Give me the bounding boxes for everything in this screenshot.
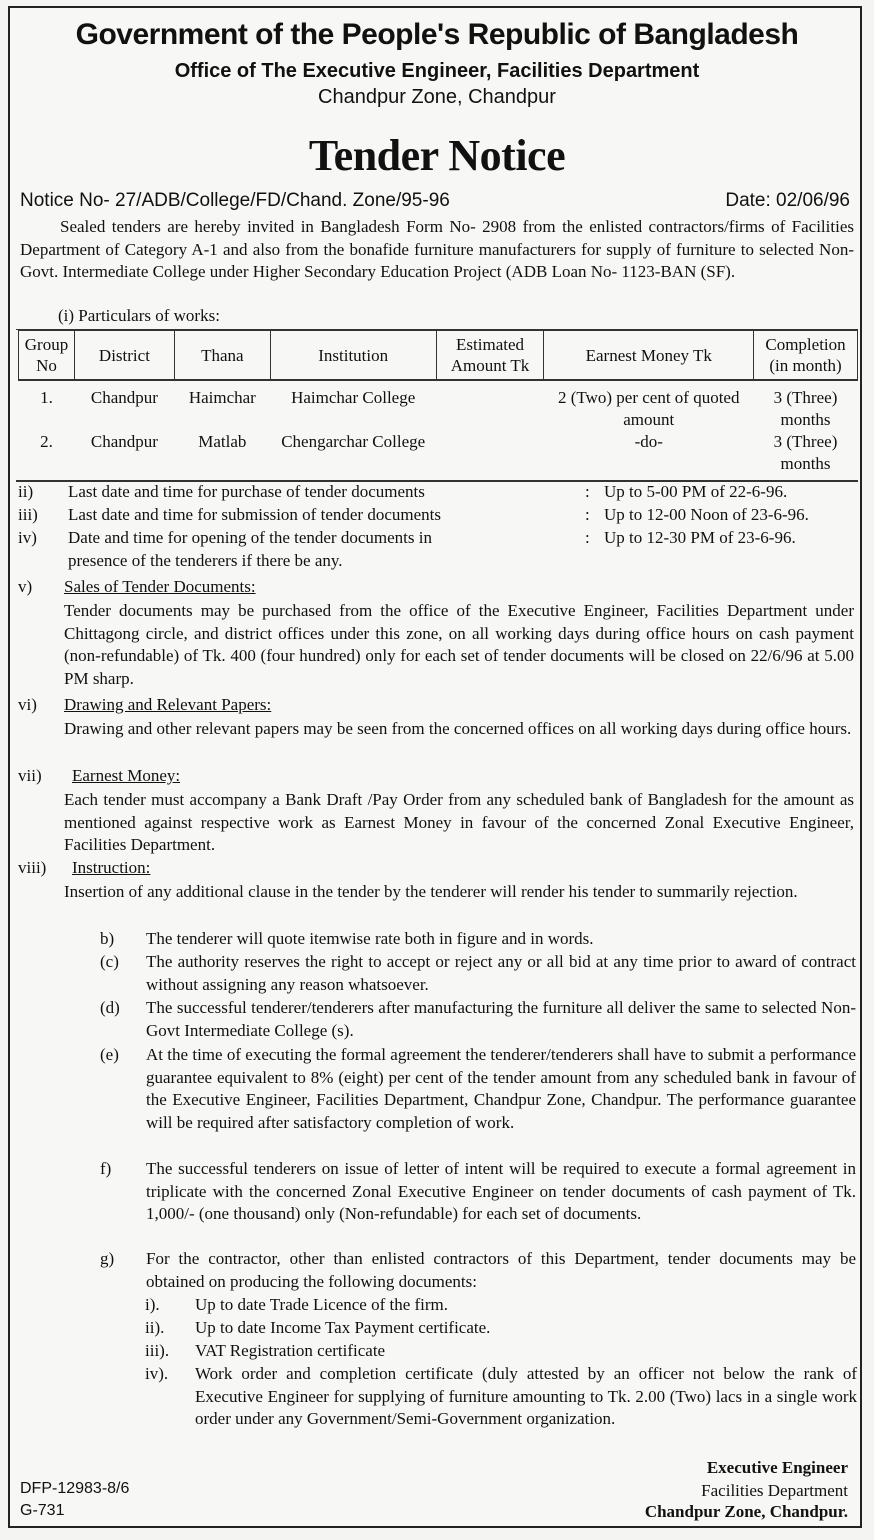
column-header: Group No [19, 331, 75, 381]
date-text: Last date and time for submission of tender documents [68, 505, 441, 524]
table-header-row [19, 331, 858, 381]
item-label: (c) [100, 952, 119, 971]
item-label: i). [145, 1295, 160, 1314]
completion-cell: 3 (Three) months [773, 432, 838, 473]
notice-date: Date: 02/06/96 [725, 190, 850, 211]
earnest-cell: 2 (Two) per cent of quoted amount [557, 388, 740, 429]
section-title: Drawing and Relevant Papers: [64, 695, 272, 714]
thana-cell: Matlab [198, 432, 247, 451]
date-value: Up to 12-30 PM of 23-6-96. [604, 528, 796, 547]
item-label: ii) [18, 482, 34, 501]
estimated-cell [436, 380, 544, 431]
colon: : [585, 482, 590, 501]
signature-title: Executive Engineer [706, 1458, 848, 1477]
estimated-cell [436, 431, 544, 475]
colon: : [585, 528, 590, 547]
document-item [145, 1363, 857, 1431]
table-row [19, 431, 858, 475]
date-text: Last date and time for purchase of tender documents [68, 482, 425, 501]
section-label: vii) [18, 766, 42, 785]
column-header: Completion (in month) [754, 331, 858, 381]
item-label: (e) [100, 1045, 119, 1064]
works-table [18, 330, 858, 475]
date-row [18, 482, 858, 506]
instruction-item [100, 1044, 856, 1134]
group-cell: 1. [40, 388, 53, 407]
date-value: Up to 5-00 PM of 22-6-96. [604, 482, 788, 501]
group-cell: 2. [40, 432, 53, 451]
date-text: Date and time for opening of the tender documents in [68, 528, 432, 547]
instruction-item [100, 928, 856, 951]
institution-cell: Haimchar College [291, 388, 416, 407]
instruction-item [100, 1248, 856, 1293]
footer-code: DFP-12983-8/6 [20, 1480, 130, 1497]
document-item [145, 1317, 857, 1340]
item-text: VAT Registration certificate [195, 1341, 386, 1360]
item-label: iv) [18, 528, 37, 547]
section-body: Insertion of any additional clause in the tender by the tenderer will render his tender to summarily rejection. [64, 882, 798, 901]
item-label: f) [100, 1159, 112, 1178]
item-text: The successful tenderers on issue of letter of intent will be required to execute a formal agreement in triplicate with the concerned Zonal Executive Engineer on tender documents of cash payment of Tk. 1,000/- (one thousand) only (Non-refundable) for each set of documents. [146, 1159, 856, 1223]
item-label: g) [100, 1249, 115, 1268]
column-header: Estimated Amount Tk [436, 331, 544, 381]
signature-department: Facilities Department [701, 1481, 848, 1500]
signature-zone: Chandpur Zone, Chandpur. [644, 1502, 848, 1521]
column-header: Thana [174, 331, 270, 381]
section-title: Earnest Money: [72, 766, 181, 785]
item-label: b) [100, 929, 115, 948]
instruction-item [100, 997, 856, 1042]
section-label: vi) [18, 695, 37, 714]
page-title: Tender Notice [308, 131, 566, 180]
item-label: iv). [145, 1364, 169, 1383]
instruction-item [100, 1158, 856, 1226]
particulars-label: (i) Particulars of works: [58, 306, 220, 325]
thana-cell: Haimchar [188, 388, 256, 407]
document-item [145, 1340, 857, 1363]
item-text: For the contractor, other than enlisted contractors of this Department, tender documents may be obtained on producing the following documents: [146, 1249, 856, 1291]
table-row [19, 380, 858, 431]
date-value: Up to 12-00 Noon of 23-6-96. [604, 505, 809, 524]
column-header: District [74, 331, 174, 381]
section-label: v) [18, 577, 33, 596]
item-text: The tenderer will quote itemwise rate both in figure and in words. [146, 929, 594, 948]
completion-cell: 3 (Three) months [773, 388, 838, 429]
section-body: Drawing and other relevant papers may be seen from the concerned offices on all working days during office hours. [64, 719, 852, 738]
item-text: The authority reserves the right to accept or reject any or all bid at any time prior to award of contract without assigning any reason whatsoever. [146, 952, 856, 994]
date-text-continued: presence of the tenderers if there be any. [68, 551, 343, 570]
earnest-cell: -do- [634, 432, 663, 451]
date-row [18, 505, 858, 529]
item-text: Up to date Trade Licence of the firm. [195, 1295, 449, 1314]
item-label: ii). [145, 1318, 165, 1337]
section-title: Instruction: [72, 858, 151, 877]
instruction-item [100, 951, 856, 996]
item-text: The successful tenderer/tenderers after manufacturing the furniture all deliver the same to selected Non-Govt Intermediate College (s). [146, 998, 856, 1040]
date-row [18, 528, 858, 576]
section-body: Tender documents may be purchased from the office of the Executive Engineer, Facilities Department under Chittagong circle, and district offices under this zone, on all working days during office hours on cash payment (non-refundable) of Tk. 400 (four hundred) only for each set of tender documents will be closed on 22/6/96 at 5.00 PM sharp. [64, 601, 854, 688]
item-label: (d) [100, 998, 120, 1017]
item-label: iii) [18, 505, 38, 524]
intro-paragraph: Sealed tenders are hereby invited in Bangladesh Form No- 2908 from the enlisted contractors/firms of Facilities Department of Category A-1 and also from the bonafide furniture manufacturers for supply of furniture to selected Non-Govt. Intermediate College under Higher Secondary Education Project (ADB Loan No- 1123-BAN (SF). [20, 217, 854, 281]
column-header: Earnest Money Tk [544, 331, 754, 381]
item-text: Up to date Income Tax Payment certificate. [195, 1318, 491, 1337]
section-label: viii) [18, 858, 47, 877]
section-title: Sales of Tender Documents: [64, 577, 256, 596]
tender-notice-page [8, 6, 862, 1528]
office-heading: Office of The Executive Engineer, Facilities Department [174, 60, 700, 82]
government-heading: Government of the People's Republic of Bangladesh [75, 18, 799, 51]
institution-cell: Chengarchar College [281, 432, 426, 451]
notice-number: Notice No- 27/ADB/College/FD/Chand. Zone/95-96 [20, 190, 450, 211]
district-cell: Chandpur [90, 388, 158, 407]
section-body: Each tender must accompany a Bank Draft /Pay Order from any scheduled bank of Bangladesh for the amount as mentioned against respective work as Earnest Money in favour of the concerned Zonal Executive Engineer, Facilities Department. [64, 790, 854, 854]
item-text: Work order and completion certificate (duly attested by an officer not below the rank of Executive Engineer for supplying of furniture amounting to Tk. 2.00 (Two) lacs in a single work order under any Government/Semi-Government organization. [195, 1364, 857, 1428]
document-item [145, 1294, 857, 1317]
footer-code: G-731 [20, 1502, 65, 1519]
item-label: iii). [145, 1341, 170, 1360]
item-text: At the time of executing the formal agreement the tenderer/tenderers shall have to submit a performance guarantee equivalent to 8% (eight) per cent of the tender amount from any scheduled bank in favour of the Executive Engineer, Facilities Department, Chandpur Zone, Chandpur. The performance guarantee will be required after satisfactory completion of work. [146, 1045, 856, 1132]
district-cell: Chandpur [90, 432, 158, 451]
column-header: Institution [270, 331, 436, 381]
zone-heading: Chandpur Zone, Chandpur [318, 86, 556, 108]
colon: : [585, 505, 590, 524]
